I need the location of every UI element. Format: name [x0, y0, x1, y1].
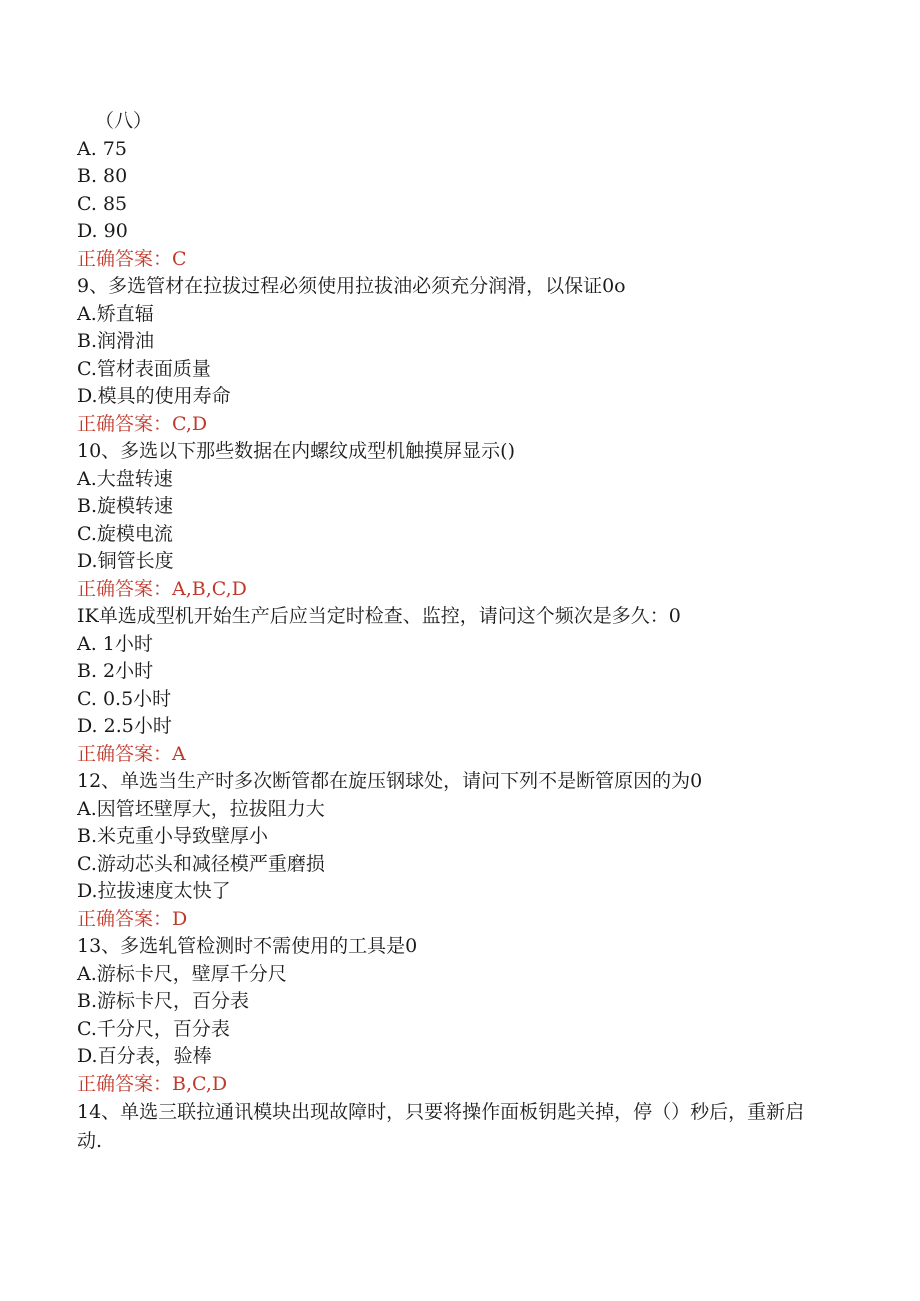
option-line: B. 80	[77, 165, 128, 187]
option-line: B.润滑油	[77, 330, 155, 352]
option-line: A.因管坯壁厚大，拉拔阻力大	[77, 797, 325, 820]
option-line: C.千分尺，百分表	[77, 1017, 230, 1040]
answer-label: 正确答案：	[77, 412, 173, 435]
answer-label: 正确答案：	[77, 247, 173, 270]
answer-value: A	[172, 742, 186, 765]
option-line: D.铜管长度	[77, 550, 174, 572]
correct-answer-line	[77, 1071, 807, 1099]
option-line: B.旋模转速	[77, 495, 174, 517]
option-line: A. 75	[77, 137, 127, 160]
correct-answer-line	[77, 741, 807, 769]
document-body	[77, 108, 807, 1156]
correct-answer-line	[77, 906, 807, 934]
question-line: 13、多选轧管检测时不需使用的工具是0	[77, 935, 418, 957]
question-line: 14、单选三联拉通讯模块出现故障时，只要将操作面板钥匙关掉，停（）秒后，重新启动.	[77, 1101, 805, 1152]
answer-label: 正确答案：	[77, 907, 173, 930]
correct-answer-line	[77, 576, 807, 604]
answer-value: D	[172, 907, 188, 930]
question-line: IK单选成型机开始生产后应当定时检查、监控，请问这个频次是多久：0	[77, 605, 681, 627]
question-line: 9、多选管材在拉拔过程必须使用拉拔油必须充分润滑，以保证0o	[77, 275, 626, 297]
option-line: A.游标卡尺，壁厚千分尺	[77, 962, 287, 985]
option-line: A. 1小时	[77, 632, 153, 655]
answer-value: A,B,C,D	[172, 577, 247, 600]
option-line: C.游动芯头和减径模严重磨损	[77, 852, 325, 875]
answer-label: 正确答案：	[77, 577, 173, 600]
question-line: 10、多选以下那些数据在内螺纹成型机触摸屏显示()	[77, 440, 516, 462]
option-line: D. 2.5小时	[77, 715, 172, 737]
answer-label: 正确答案：	[77, 742, 173, 765]
option-line: B.米克重小导致壁厚小	[77, 825, 269, 847]
option-line: C.旋模电流	[77, 522, 173, 545]
correct-answer-line	[77, 246, 807, 274]
question-line: 12、单选当生产时多次断管都在旋压钢球处，请问下列不是断管原因的为0	[77, 770, 703, 792]
option-line: C.管材表面质量	[77, 357, 211, 380]
option-line: B. 2小时	[77, 660, 154, 682]
text-line: （八）	[95, 110, 153, 132]
answer-value: C,D	[172, 412, 208, 435]
correct-answer-line	[77, 411, 807, 439]
option-line: D.模具的使用寿命	[77, 385, 231, 407]
answer-label: 正确答案：	[77, 1072, 173, 1095]
option-line: D. 90	[77, 220, 128, 242]
answer-value: C	[172, 247, 187, 270]
option-line: D.百分表，验棒	[77, 1045, 212, 1067]
option-line: A.大盘转速	[77, 467, 173, 490]
option-line: B.游标卡尺，百分表	[77, 990, 250, 1012]
option-line: C. 85	[77, 192, 128, 215]
option-line: A.矫直辐	[77, 302, 154, 325]
answer-value: B,C,D	[172, 1072, 228, 1095]
option-line: C. 0.5小时	[77, 687, 172, 710]
option-line: D.拉拔速度太快了	[77, 880, 231, 902]
